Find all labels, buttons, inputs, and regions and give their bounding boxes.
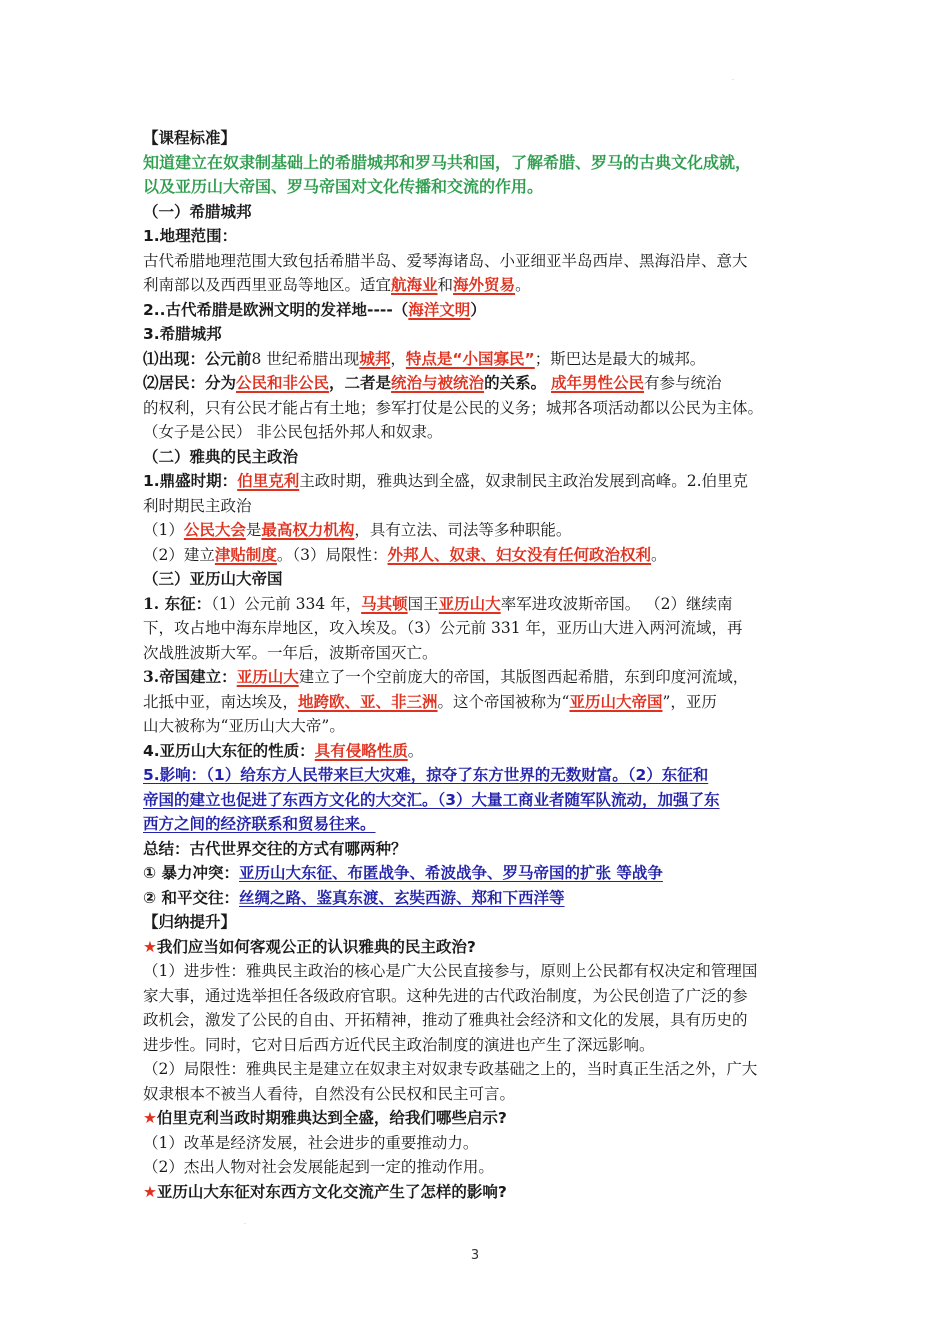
review-answer-1-2: 家大事，通过选举担任各级政府官职。这种先进的古代政治制度，为公民创造了广泛的参 bbox=[143, 986, 748, 1005]
s1-point-2: 2..古代希腊是欧洲文明的发祥地----（海洋文明） bbox=[143, 300, 486, 319]
section-header: 【课程标准】 bbox=[143, 129, 237, 147]
s1-line-resident: ⑵居民：分为公民和非公民，二者是统治与被统治的关系。 成年男性公民有参与统治 bbox=[143, 374, 722, 392]
s2-title: （二）雅典的民主政治 bbox=[143, 447, 299, 466]
s1-geo-line-2: 利南部以及西西里亚岛等地区。适宜航海业和海外贸易。 bbox=[143, 275, 531, 294]
review-question-3: ★亚历山大东征对东西方文化交流产生了怎样的影响? bbox=[143, 1182, 507, 1201]
s3-founding-1: 3.帝国建立：亚历山大建立了一个空前庞大的帝国，其版图西起希腊，东到印度河流域， bbox=[143, 667, 749, 686]
s2-line-1: 1.鼎盛时期：伯里克利主政时期，雅典达到全盛，奴隶制民主政治发展到高峰。2.伯里克 bbox=[143, 472, 748, 490]
s1-line-appear: ⑴出现：公元前8 世纪希腊出现城邦，特点是“小国寡民”；斯巴达是最大的城邦。 bbox=[143, 349, 706, 368]
s3-impact-2: 帝国的建立也促进了东西方文化的大交汇。（3）大量工商业者随军队流动，加强了东 bbox=[143, 790, 720, 809]
s3-nature: 4.亚历山大东征的性质：具有侵略性质。 bbox=[143, 741, 424, 760]
review-answer-1-6: 奴隶根本不被当人看待，自然没有公民权和民主可言。 bbox=[143, 1084, 516, 1103]
review-answer-2-1: （1）改革是经济发展，社会进步的重要推动力。 bbox=[143, 1133, 479, 1152]
s3-impact-3: 西方之间的经济联系和贸易往来。 bbox=[143, 815, 376, 833]
review-question-2: ★伯里克利当政时期雅典达到全盛，给我们哪些启示? bbox=[143, 1109, 507, 1127]
summary-answer-2: ② 和平交往：丝绸之路、鉴真东渡、玄奘西游、郑和下西洋等 bbox=[143, 888, 565, 907]
s2-line-4: （2）建立津贴制度。（3）局限性：外邦人、奴隶、妇女没有任何政治权利。 bbox=[143, 544, 667, 564]
s3-expedition-2: 下，攻占地中海东岸地区，攻入埃及。（3）公元前 331 年，亚历山大进入两河流域，再 bbox=[143, 619, 743, 637]
review-header: 【归纳提升】 bbox=[143, 913, 237, 931]
s1-geo-title: 1.地理范围： bbox=[143, 227, 238, 245]
s2-line-2: 利时期民主政治 bbox=[143, 496, 252, 515]
s3-impact-1: 5.影响：（1）给东方人民带来巨大灾难，掠夺了东方世界的无数财富。（2）东征和 bbox=[143, 766, 709, 784]
review-question-1: ★我们应当如何客观公正的认识雅典的民主政治? bbox=[143, 937, 476, 956]
page-number: 3 bbox=[470, 1248, 480, 1263]
review-answer-1-4: 进步性。同时，它对日后西方近代民主政治制度的演进也产生了深远影响。 bbox=[143, 1035, 655, 1054]
review-answer-2-2: （2）杰出人物对社会发展能起到一定的推动作用。 bbox=[143, 1158, 494, 1176]
s1-geo-line-1: 古代希腊地理范围大致包括希腊半岛、爱琴海诸岛、小亚细亚半岛西岸、黑海沿岸、意大 bbox=[143, 251, 748, 270]
s3-expedition-1: 1. 东征：（1）公元前 334 年，马其顿国王亚历山大率军进攻波斯帝国。 （2）继续南 bbox=[143, 593, 733, 613]
review-answer-1-3: 政机会，激发了公民的自由、开拓精神，推动了雅典社会经济和文化的发展，具有历史的 bbox=[143, 1011, 748, 1029]
summary-question: 总结：古代世界交往的方式有哪两种？ bbox=[143, 839, 407, 858]
star-icon: ★ bbox=[143, 937, 157, 956]
document-body bbox=[143, 126, 811, 1204]
s3-founding-2: 北抵中亚，南达埃及，地跨欧、亚、非三洲。这个帝国被称为“亚历山大帝国”，亚历 bbox=[143, 691, 717, 711]
s2-line-3: （1）公民大会是最高权力机构，具有立法、司法等多种职能。 bbox=[143, 520, 572, 539]
s3-expedition-3: 次战胜波斯大军。一年后，波斯帝国灭亡。 bbox=[143, 643, 438, 662]
s1-point-3: 3.希腊城邦 bbox=[143, 325, 222, 343]
review-answer-1-1: （1）进步性：雅典民主政治的核心是广大公民直接参与，原则上公民都有权决定和管理国 bbox=[143, 962, 758, 980]
s1-title: （一）希腊城邦 bbox=[143, 202, 252, 221]
star-icon: ★ bbox=[143, 1109, 157, 1127]
summary-answer-1: ① 暴力冲突：亚历山大东征、布匿战争、希波战争、罗马帝国的扩张 等战争 bbox=[143, 864, 663, 882]
s3-title: （三）亚历山大帝国 bbox=[143, 570, 283, 588]
s1-line-rights: 的权利，只有公民才能占有土地；参军打仗是公民的义务；城邦各项活动都以公民为主体。 bbox=[143, 398, 764, 417]
s3-founding-3: 山大被称为“亚历山大大帝”。 bbox=[143, 717, 345, 735]
star-icon: ★ bbox=[143, 1182, 157, 1201]
standard-line-1: 知道建立在奴隶制基础上的希腊城邦和罗马共和国，了解希腊、罗马的古典文化成就， bbox=[143, 152, 752, 172]
standard-line-2: 以及亚历山大帝国、罗马帝国对文化传播和交流的作用。 bbox=[143, 177, 544, 196]
page-mark-2: · bbox=[244, 1221, 246, 1228]
s1-line-women: （女子是公民） 非公民包括外邦人和奴隶。 bbox=[143, 423, 443, 441]
page-mark: · bbox=[732, 77, 734, 84]
review-answer-1-5: （2）局限性：雅典民主是建立在奴隶主对奴隶专政基础之上的，当时真正生活之外，广大 bbox=[143, 1060, 758, 1078]
